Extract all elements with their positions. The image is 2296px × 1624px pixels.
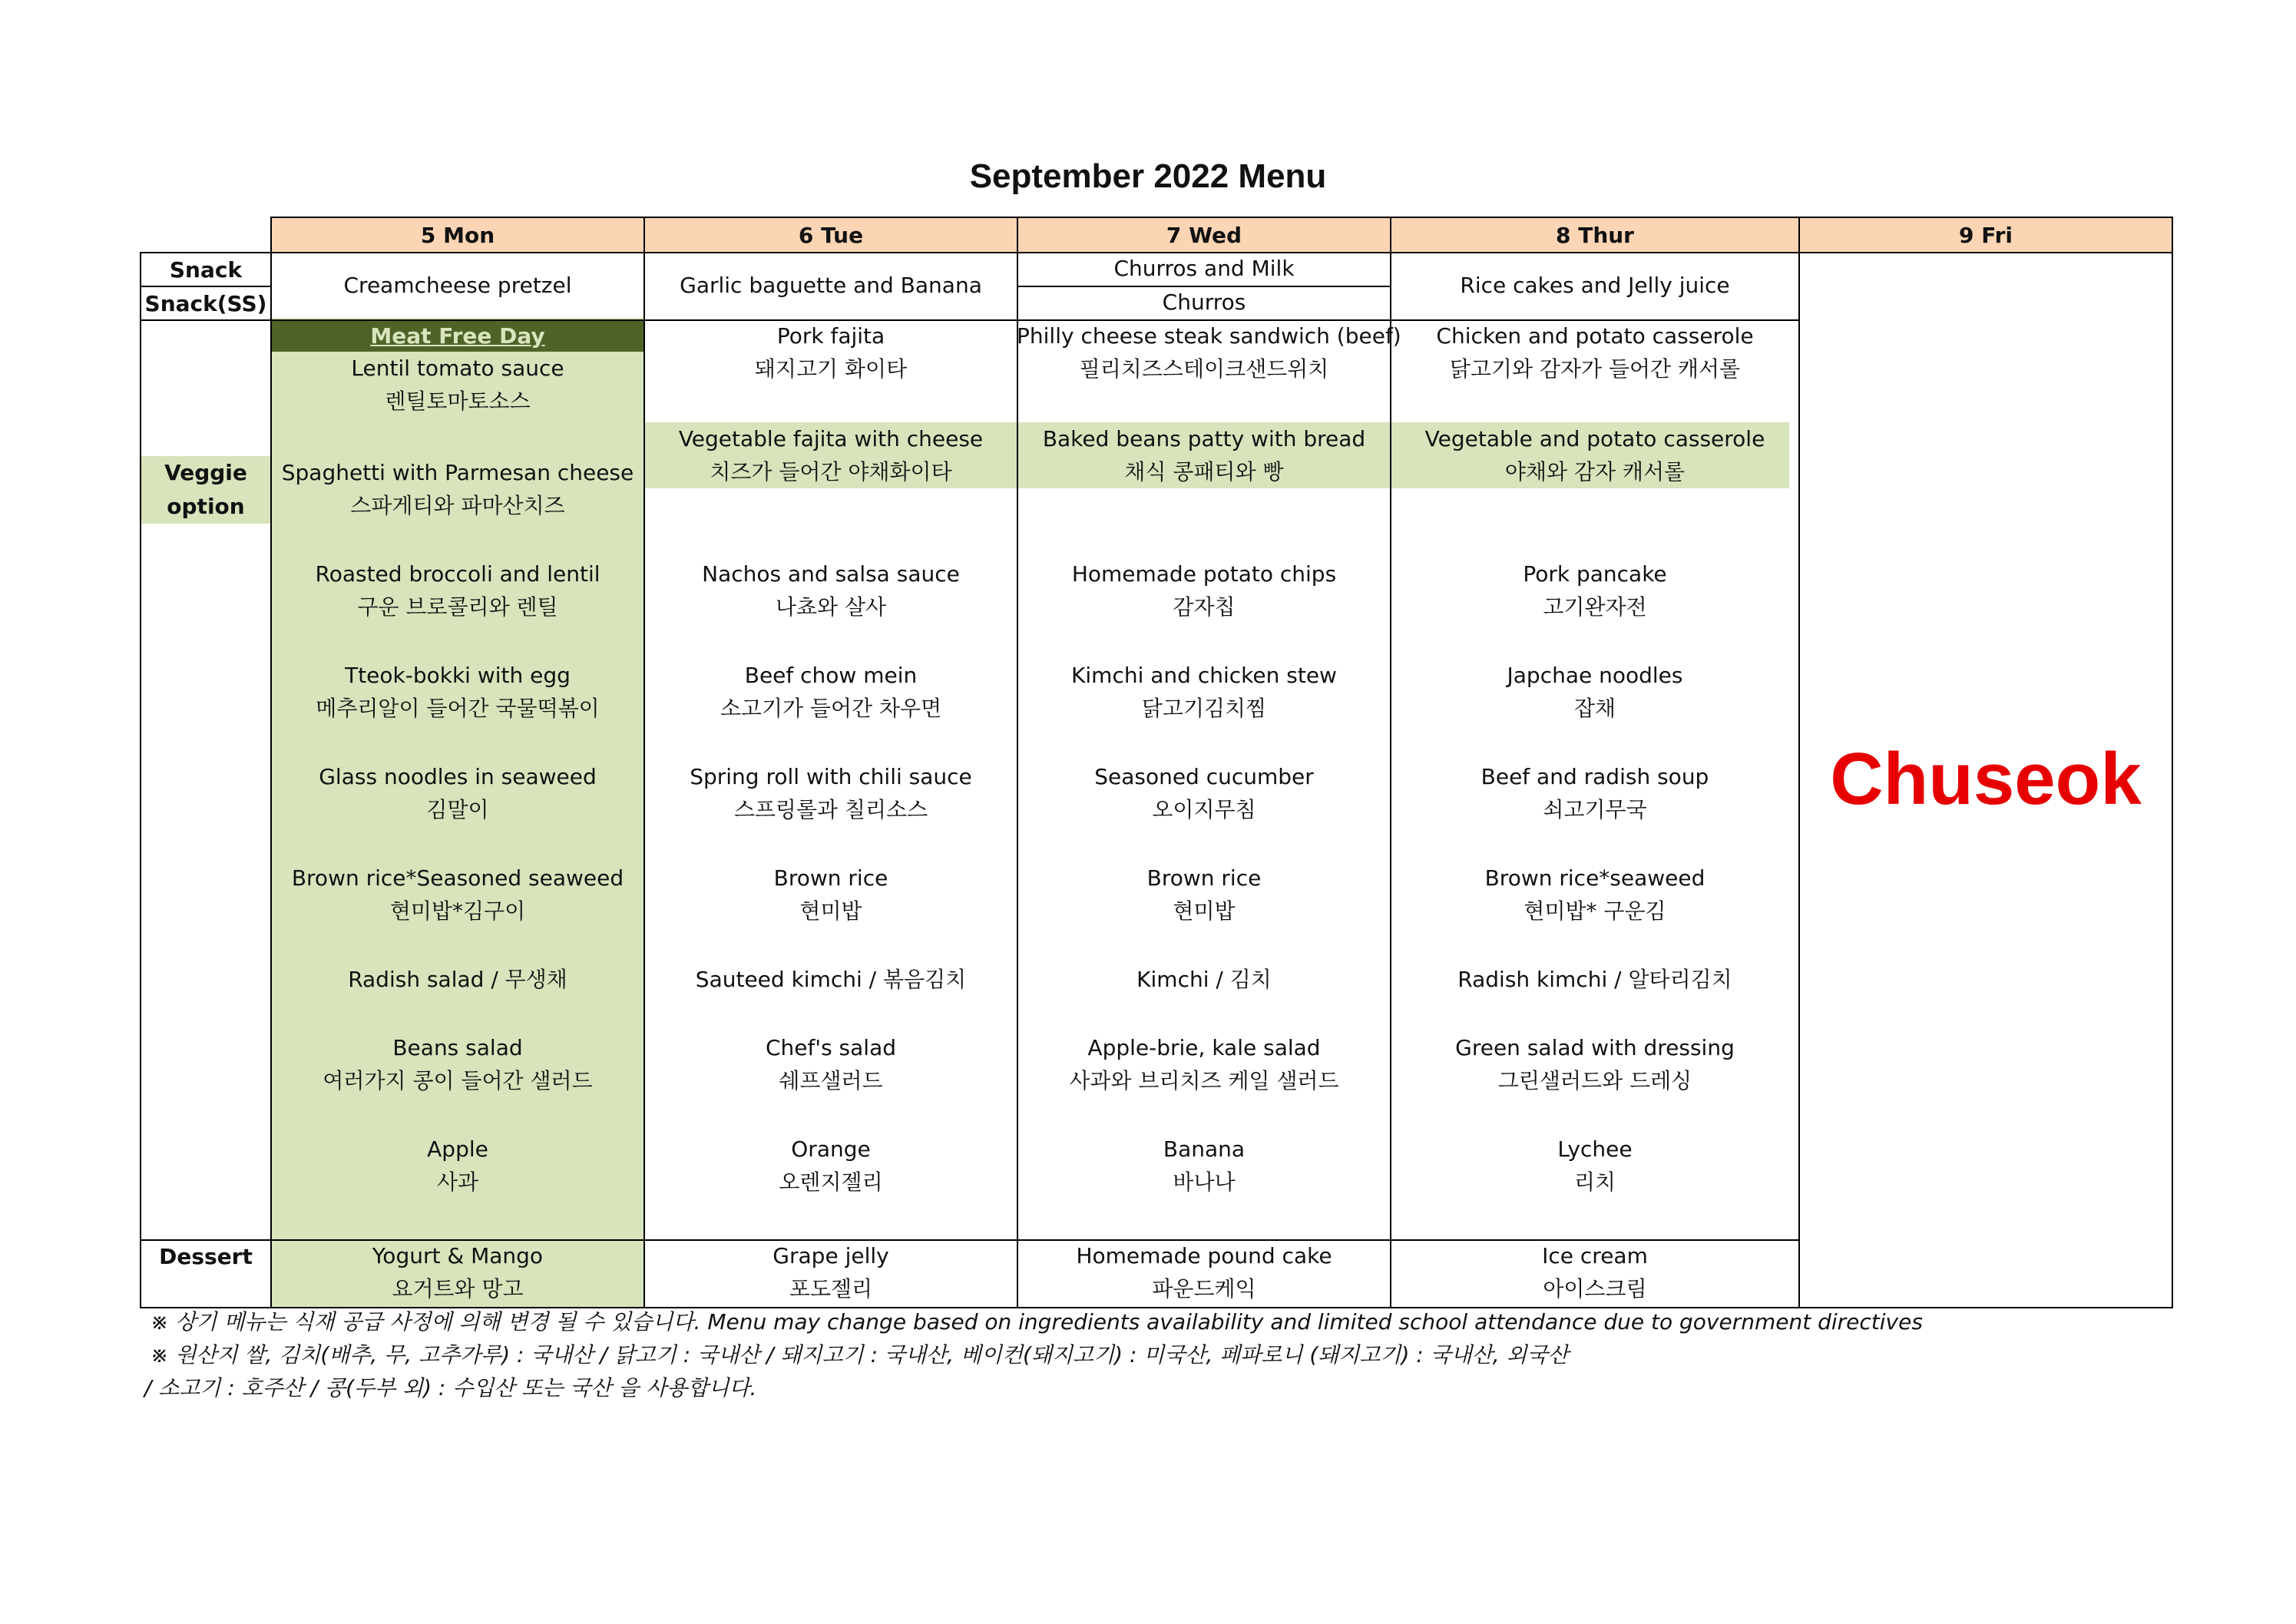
holiday-label: Chuseok <box>1830 738 2142 820</box>
side-tue-2: Beef chow mein 소고기가 들어간 차우면 <box>720 663 942 721</box>
side-mon-7: Apple 사과 <box>427 1136 488 1195</box>
page-title: September 2022 Menu <box>969 157 1327 195</box>
meat-free-day-badge: Meat Free Day <box>272 319 643 352</box>
side-thu-7: Lychee 리치 <box>1557 1136 1633 1195</box>
dessert-thu: Ice cream 아이스크림 <box>1542 1243 1648 1302</box>
veggie-wed: Baked beans patty with bread 채식 콩패티와 빵 <box>1042 426 1366 485</box>
veggie-option-label: Veggie option <box>141 456 270 524</box>
side-wed-3: Seasoned cucumber 오이지무침 <box>1094 764 1314 822</box>
side-tue-5: Sauteed kimchi / 볶음김치 <box>695 967 967 992</box>
footnote-1: ※ 상기 메뉴는 식재 공급 사정에 의해 변경 될 수 있습니다. Menu may change based on ingredients availability and limited school attendance due to government directives <box>151 1309 1923 1335</box>
side-mon-2: Tteok-bokki with egg 메추리알이 들어간 국물떡볶이 <box>316 663 600 721</box>
side-thu-1: Pork pancake 고기완자전 <box>1523 561 1667 620</box>
day-header-fri: 9 Fri <box>1798 217 2173 253</box>
dessert-tue: Grape jelly 포도젤리 <box>773 1243 889 1302</box>
snack-wed: Churros and Milk <box>1113 256 1295 281</box>
veggie-mon: Spaghetti with Parmesan cheese 스파게티와 파마산치즈 <box>281 460 634 518</box>
snack-thu: Rice cakes and Jelly juice <box>1460 273 1730 298</box>
dessert-wed: Homemade pound cake 파운드케익 <box>1076 1243 1332 1302</box>
day-header-wed: 7 Wed <box>1017 217 1391 253</box>
side-mon-3: Glass noodles in seaweed 김말이 <box>319 764 597 822</box>
veggie-tue: Vegetable fajita with cheese 치즈가 들어간 야채화이타 <box>678 426 984 485</box>
main-thu: Chicken and potato casserole 닭고기와 감자가 들어간 캐서롤 <box>1436 323 1754 382</box>
side-wed-7: Banana 바나나 <box>1163 1136 1246 1195</box>
side-wed-2: Kimchi and chicken stew 닭고기김치찜 <box>1071 663 1337 721</box>
side-tue-3: Spring roll with chili sauce 스프링롤과 칠리소스 <box>690 764 972 822</box>
side-tue-1: Nachos and salsa sauce 나쵸와 살사 <box>702 561 960 620</box>
day-header-mon: 5 Mon <box>270 217 645 253</box>
dessert-mon: Yogurt & Mango 요거트와 망고 <box>372 1243 544 1302</box>
day-header-tue: 6 Tue <box>643 217 1018 253</box>
side-mon-4: Brown rice*Seasoned seaweed 현미밥*김구이 <box>291 865 624 924</box>
row-label-main <box>140 319 272 1241</box>
side-tue-4: Brown rice 현미밥 <box>773 865 888 924</box>
main-mon: Lentil tomato sauce 렌틸토마토소스 <box>351 356 564 414</box>
snack-tue: Garlic baguette and Banana <box>680 273 982 298</box>
side-mon-6: Beans salad 여러가지 콩이 들어간 샐러드 <box>323 1035 593 1093</box>
main-wed: Philly cheese steak sandwich (beef) 필리치즈스테이크샌드위치 <box>1017 323 1401 382</box>
side-tue-7: Orange 오렌지젤리 <box>779 1136 883 1195</box>
snack-mon: Creamcheese pretzel <box>343 273 572 298</box>
side-wed-6: Apple-brie, kale salad 사과와 브리치즈 케일 샐러드 <box>1069 1035 1339 1093</box>
day-header-thu: 8 Thur <box>1390 217 1800 253</box>
row-label-snack-ss: Snack(SS) <box>140 286 272 321</box>
side-wed-1: Homemade potato chips 감자칩 <box>1071 561 1337 620</box>
side-thu-2: Japchae noodles 잡채 <box>1507 663 1683 721</box>
side-mon-1: Roasted broccoli and lentil 구운 브로콜리와 렌틸 <box>315 561 600 620</box>
side-wed-5: Kimchi / 김치 <box>1136 967 1272 992</box>
footnote-3: / 소고기 : 호주산 / 콩(두부 외) : 수입산 또는 국산 을 사용합니다. <box>144 1375 757 1401</box>
row-label-snack: Snack <box>140 252 272 287</box>
side-tue-6: Chef's salad 쉐프샐러드 <box>765 1035 897 1093</box>
side-thu-4: Brown rice*seaweed 현미밥* 구운김 <box>1484 865 1705 924</box>
side-mon-5: Radish salad / 무생채 <box>348 967 567 992</box>
side-wed-4: Brown rice 현미밥 <box>1146 865 1262 924</box>
side-thu-5: Radish kimchi / 알타리김치 <box>1457 967 1732 992</box>
veggie-thu: Vegetable and potato casserole 야채와 감자 캐서롤 <box>1424 426 1765 485</box>
row-label-dessert: Dessert <box>140 1239 272 1308</box>
snack-ss-wed: Churros <box>1162 289 1246 315</box>
side-thu-3: Beef and radish soup 쇠고기무국 <box>1480 764 1709 822</box>
side-thu-6: Green salad with dressing 그린샐러드와 드레싱 <box>1455 1035 1735 1093</box>
footnote-2: ※ 원산지 쌀, 김치(배추, 무, 고추가루) : 국내산 / 닭고기 : 국내산 / 돼지고기 : 국내산, 베이컨(돼지고기) : 미국산, 페파로니 (돼지고기) : 국내산, 외국산 <box>151 1342 1569 1368</box>
main-tue: Pork fajita 돼지고기 화이타 <box>754 323 908 382</box>
